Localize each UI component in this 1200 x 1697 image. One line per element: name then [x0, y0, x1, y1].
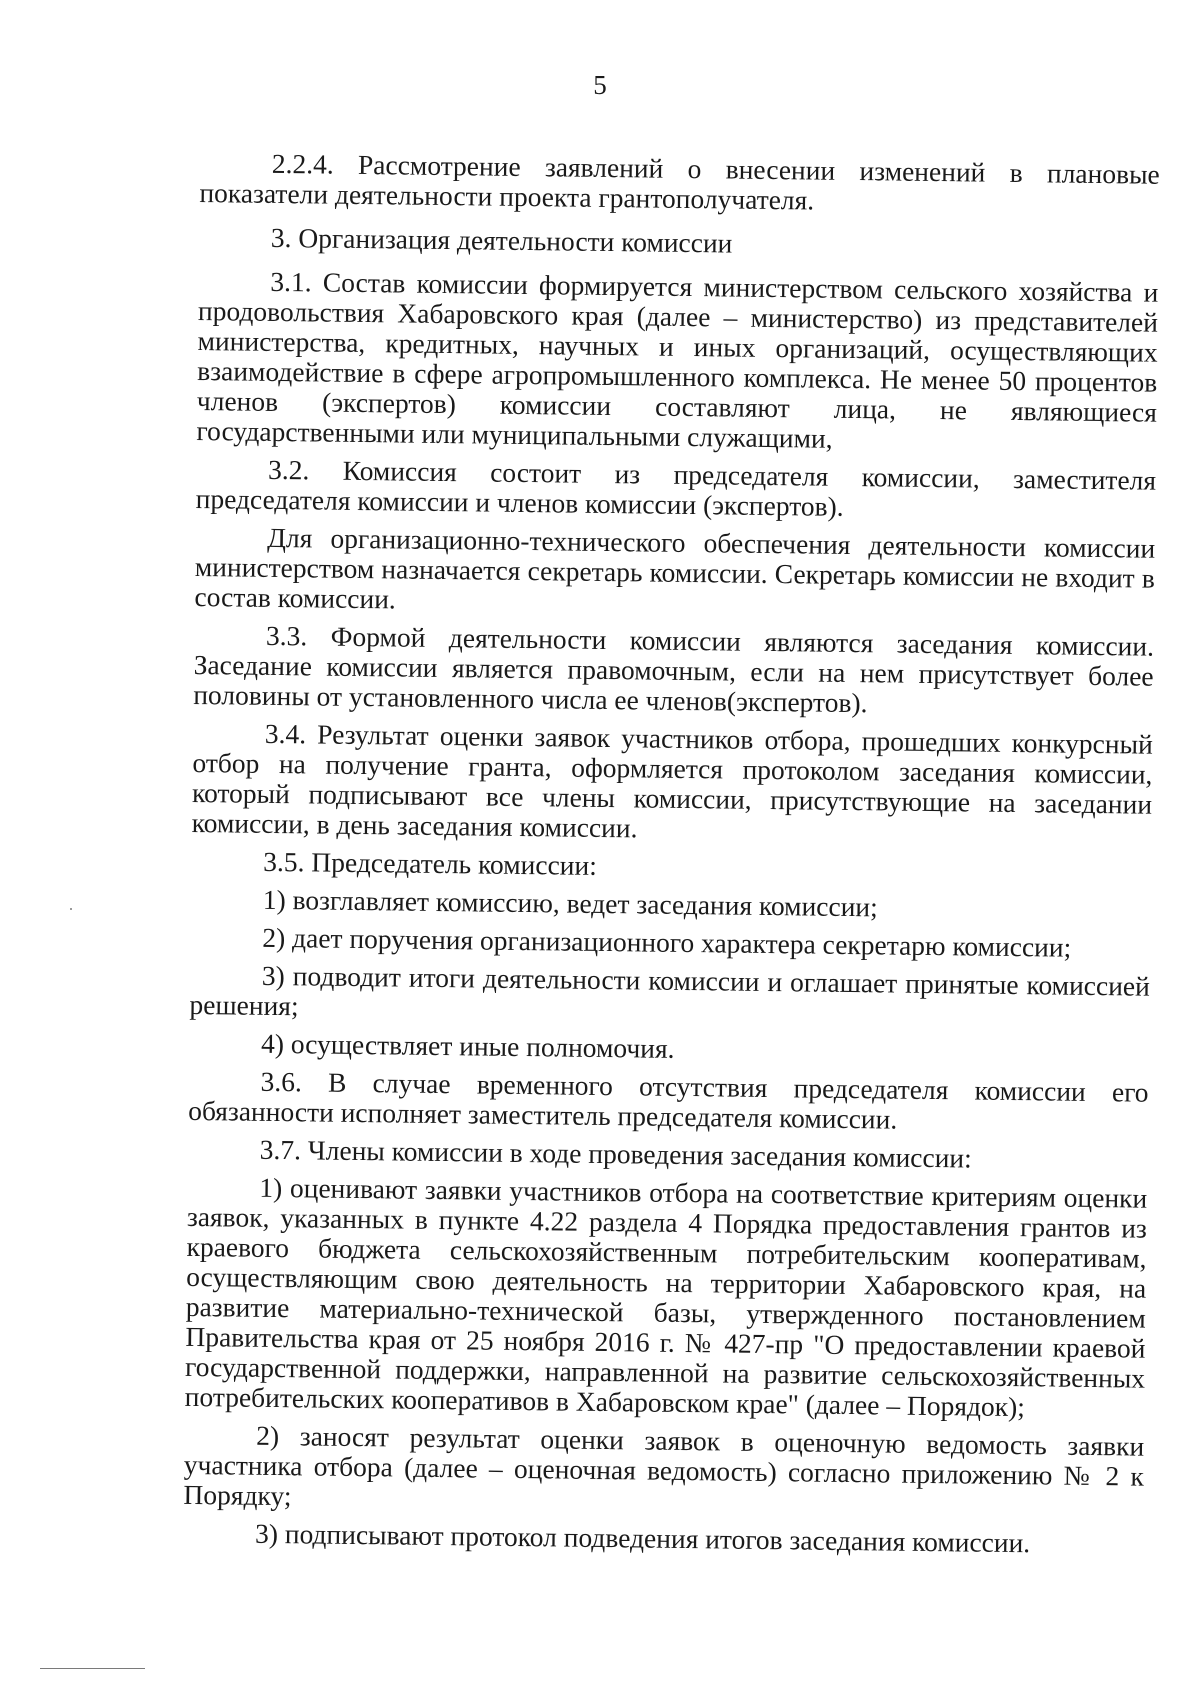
list-item-3-5-2: 2) дает поручения организационного характера секретарю комиссии; [262, 921, 1072, 963]
paragraph-3-1: 3.1. Состав комиссии формируется министерством сельского хозяйства и продовольствия Хабаровского края (далее – министерство) из представителей министерства, кредитных, научных и иных организаций, осуществляющих взаимодействие в сфере агропромышленного комплекса. Не менее 50 процентов членов (экспертов) комиссии составляют лица, не являющиеся государственными или муниципальными служащими, [196, 265, 1159, 454]
paragraph-3-2: 3.2. Комиссия состоит из председателя комиссии, заместителя председателя комиссии и членов комиссии (экспертов). [195, 453, 1157, 522]
scan-artifact-dot [70, 908, 72, 910]
paragraph-3-4: 3.4. Результат оценки заявок участников отбора, прошедших конкурсный отбор на получение гранта, оформляется протоколом заседания комиссии, который подписывают все члены комиссии, присутствующие на заседании комиссии, в день заседания комиссии. [191, 717, 1153, 844]
list-item-3-5-3: 3) подводит итоги деятельности комиссии и оглашает принятые комиссией решения; [189, 959, 1151, 1022]
list-item-3-5-1: 1) возглавляет комиссию, ведет заседания комиссии; [262, 883, 878, 923]
paragraph-3-7: 3.7. Члены комиссии в ходе проведения заседания комиссии: [259, 1133, 972, 1174]
paragraph-3-6: 3.6. В случае временного отсутствия председателя комиссии его обязанности исполняет заместитель председателя комиссии. [188, 1065, 1149, 1135]
list-item-3-7-2: 2) заносят результат оценки заявок в оценочную ведомость заявки участника отбора (далее – оценочная ведомость) согласно приложению № 2 к Порядку; [183, 1419, 1145, 1512]
scan-artifact-line [40, 1668, 145, 1669]
paragraph-3-5: 3.5. Председатель комиссии: [263, 845, 598, 881]
paragraph-3-3: 3.3. Формой деятельности комиссии являются заседания комиссии. Заседание комиссии является правомочным, если на нем присутствует более половины от установленного числа ее членов(экспертов). [193, 619, 1155, 719]
paragraph-secretary: Для организационно-технического обеспечения деятельности комиссии министерством назначается секретарь комиссии. Секретарь комиссии не входит в состав комиссии. [194, 521, 1156, 615]
list-item-3-7-1: 1) оценивают заявки участников отбора на соответствие критериям оценки заявок, указанных в пункте 4.22 раздела 4 Порядка предоставления грантов из краевого бюджета сельскохозяйственным потребительским кооперативам, осуществляющим свою деятельность на территории Хабаровского края, на развитие материально-технической базы, утвержденного постановлением Правительства края от 25 ноября 2016 г. № 427-пр "О предоставлении краевой государственной поддержки, направленной на развитие сельскохозяйственных потребительских кооперативов в Хабаровском крае" (далее – Порядок); [184, 1171, 1148, 1423]
paragraph-2-2-4: 2.2.4. Рассмотрение заявлений о внесении изменений в плановые показатели деятельности проекта грантополучателя. [199, 147, 1160, 216]
section-heading-3: 3. Организация деятельности комиссии [270, 221, 733, 259]
page-number: 5 [593, 70, 607, 100]
list-item-3-5-4: 4) осуществляет иные полномочия. [260, 1027, 675, 1064]
document-body [183, 148, 1160, 1568]
list-item-3-7-3: 3) подписывают протокол подведения итогов заседания комиссии. [254, 1517, 1031, 1559]
